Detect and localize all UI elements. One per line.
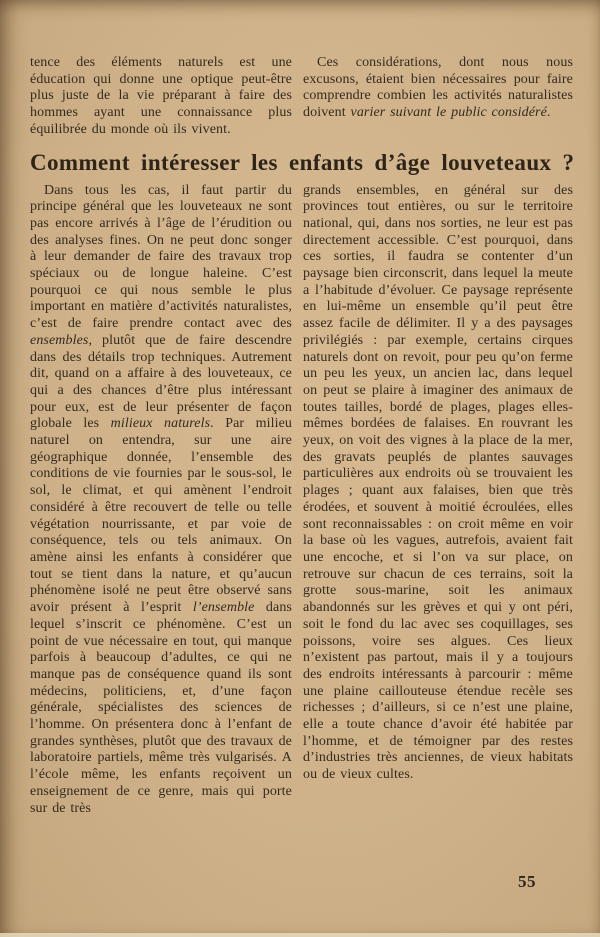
body-columns [30,183,573,818]
text-segment: Dans tous les cas, il faut partir du principe général que les louveteaux ne sont pas encore arrivés à l’âge de l’érudition ou des analyses fines. On ne peut donc songer à leur demander de faire des travaux trop spéciaux ou de longue haleine. C’est pourquoi ce qui nous semble le plus important en matière d’activités naturalistes, c’est de faire prendre contact avec des [30,182,292,332]
body-right-paragraph: grands ensembles, en général sur des provinces tout entières, ou sur le territoire national, qui, dans nos sorties, ne leur est pas directement accessible. C’est pourquoi, dans ces sorties, il faudra se contenter d’un paysage bien circonscrit, dans lequel la meute a l’habitude d’évoluer. Ce paysage représente en lui-même un ensemble qu’il peut être assez facile de délimiter. Il y a des paysages privilégiés : par exemple, certains cirques naturels dont on revoit, pour peu qu’on ferme un peu les yeux, un ancien lac, dans lequel on peut se plaire à imaginer des animaux de toutes tailles, bordé de plages, plages elles-mêmes bordées de falaises. En rouvrant les yeux, on voit des vignes à la place de la mer, des gravats peuplés de plantes sauvages particulières aux endroits où se trouvaient les plages ; quant aux falaises, bien que très érodées, et souvent à moitié écroulées, elles sont reconnaissables : on croit même en voir la base où les vagues, autrefois, avaient fait une encoche, et si l’on va sur place, on retrouve sur chacun de ces terrains, soit la grotte sous-marine, soit les animaux abandonnés sur les grèves et qui y ont péri, soit le fond du lac avec ses coquillages, ses poissons, voire ses algues. Ces lieux n’existent pas partout, mais il y a toujours des endroits intéressants à parcourir : même une plaine caillouteuse étendue recèle ses richesses ; d’ailleurs, si ce n’est une plaine, elle a toute chance d’avoir été habitée par l’homme, et de témoigner par des restes d’industries très anciennes, de vieux habitats ou de vieux cultes. [303,182,573,783]
intro-column-left [30,55,292,139]
page-content [30,55,573,817]
intro-left-paragraph: tence des éléments naturels est une éducation qui donne une optique peut-être plus juste de la vie préparant à faire des hommes ayant une connaissance plus équilibrée du monde où ils vivent. [30,55,292,137]
italic-text-segment: milieux naturels [110,416,211,432]
text-segment: dans lequel s’inscrit ce phénomène. C’est un point de vue nécessaire en tout, qui manque parfois à beaucoup d’adultes, ce qui ne manque pas de conséquence quand ils sont médecins, politiciens, et, d’une façon générale, spécialistes des sciences de l’homme. On présentera donc à l’enfant de grandes synthèses, plutôt que des travaux de laboratoire partiels, même très vulgarisés. A l’école même, les enfants reçoivent un enseignement de ce genre, mais qui porte sur de très [30,600,292,816]
intro-columns [30,55,573,139]
text-segment: Ces considérations, dont nous nous excusons, étaient bien nécessaires pour faire comprendre combien les activités naturalistes doivent [303,55,573,121]
italic-text-segment: l’ensemble [192,600,255,616]
italic-text-segment: varier suivant le public considéré [350,105,547,121]
intro-column-right [303,55,573,139]
body-column-right [303,183,573,818]
body-left-paragraph [30,183,292,818]
text-segment: . [546,105,551,121]
intro-right-paragraph [303,55,573,122]
text-segment: . Par milieu naturel on entendra, sur une aire géographique donnée, l’ensemble des conditions de vie fournies par le sous-sol, le sol, le climat, et qui amènent l’endroit considéré à être recouvert de telle ou telle végétation nourrissante, et par voie de conséquence, tels ou tels animaux. On amène ainsi les enfants à considérer que tout se tient dans la nature, et qu’aucun phénomène isolé ne peut être observé sans avoir présent à l’esprit [30,416,292,616]
page-number: 55 [518,872,536,891]
body-column-left [30,183,292,818]
text-segment: , plutôt que de faire descendre dans des détails trop techniques. Autrement dit, quand on a affaire à des louveteaux, ce qui a des chances d’être plus intéressant pour eux, est de leur présenter de façon globale les [30,332,292,432]
italic-text-segment: ensembles [30,332,89,348]
section-heading: Comment intéresser les enfants d’âge louveteaux ? [30,149,575,175]
